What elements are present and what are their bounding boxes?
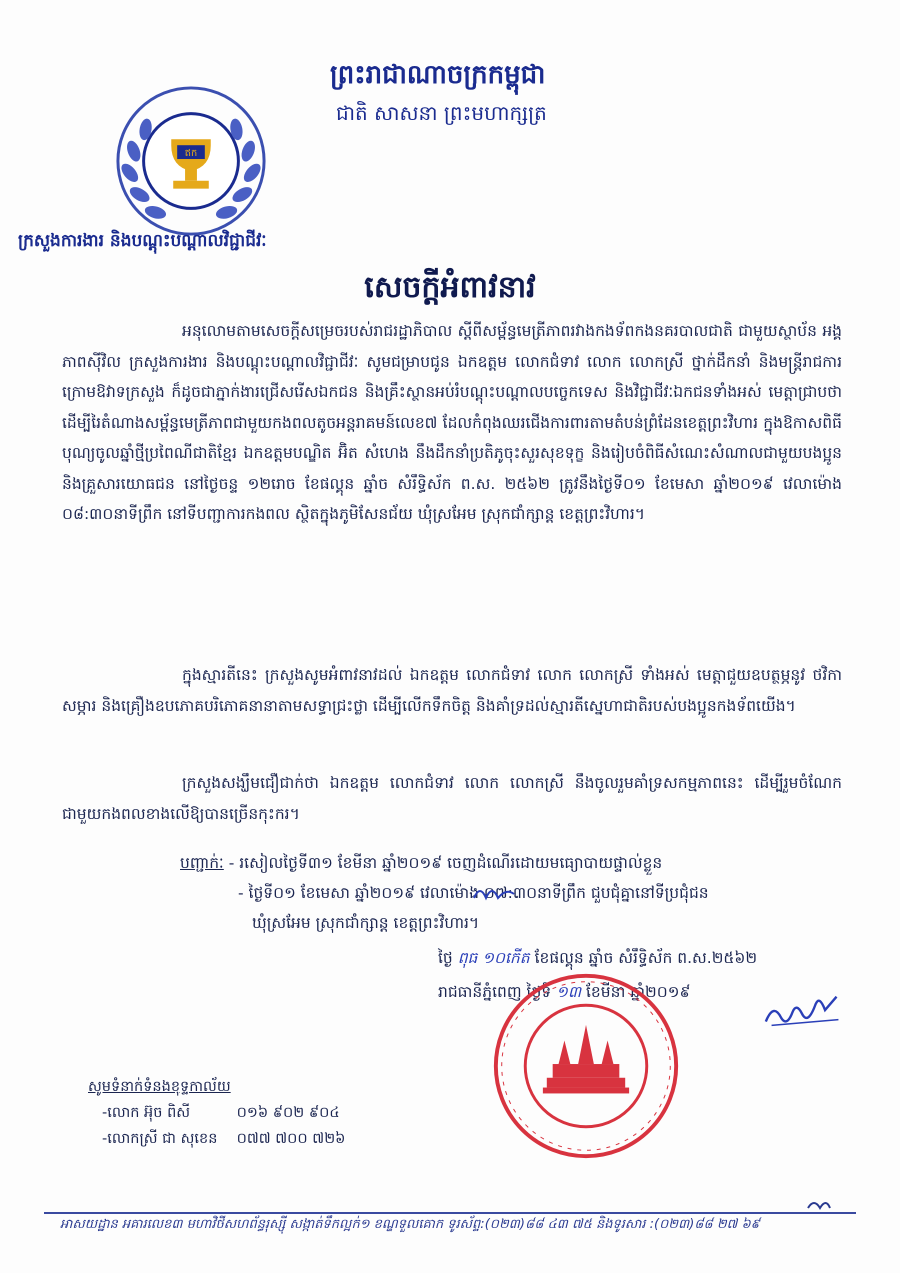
- contact-phone: ០១៦ ៩០២ ៩០៤: [236, 1105, 340, 1121]
- note-item-3: ឃុំស្រអែម ស្រុកជាំក្សាន្ត ខេត្តព្រះវិហារ។: [252, 914, 480, 932]
- paragraph-1: អនុលោមតាមសេចក្តីសម្រេចរបស់រាជរដ្ឋាភិបាល ស្តីពីសម្ព័ន្ធមេត្រីភាពរវាងកងទ័ពកងនគរបាលជាតិ ជាមួយស្ថាប័ន អង្គភាពស៊ីវិល ក្រសួងការងារ និងបណ្តុះបណ្តាលវិជ្ជាជីវៈ សូមជម្រាបជូន ឯកឧត្តម លោកជំទាវ លោក លោកស្រី ថ្នាក់ដឹកនាំ និងមន្ត្រីរាជការក្រោមឱវាទក្រសួង ក៏ដូចជាភ្នាក់ងារជ្រើសរើសឯកជន និងគ្រឹះស្ថានអប់រំបណ្តុះបណ្តាលបច្ចេកទេស និងវិជ្ជាជីវៈឯកជនទាំងអស់ មេត្តាជ្រាបថា ដើម្បីរៃតំណាងសម្ព័ន្ធមេត្រីភាពជាមួយកងពលតូចអន្តរាគមន៍លេខ៧ ដែលកំពុងឈរជើងការពារតាមតំបន់ព្រំដែនខេត្តព្រះវិហារ ក្នុងឱកាសពិធីបុណ្យចូលឆ្នាំថ្មីប្រពៃណីជាតិខ្មែរ ឯកឧត្តមបណ្ឌិត អ៊ិត សំហេង នឹងដឹកនាំប្រតិភូចុះសួរសុខទុក្ខ និងរៀបចំពិធីសំណេះសំណាលជាមួយបងប្អូន និងគ្រួសារយោធជន នៅថ្ងៃចន្ទ ១២រោច ខែផល្គុន ឆ្នាំច សំរឹទ្ធិស័ក ព.ស. ២៥៦២ ត្រូវនឹងថ្ងៃទី០១ ខែមេសា ឆ្នាំ២០១៩ វេលាម៉ោង ០៨:៣០នាទីព្រឹក នៅទីបញ្ជាការកងពល ស្ថិតក្នុងភូមិសែនជ័យ ឃុំស្រអែម ស្រុកជាំក្សាន្ត ខេត្តព្រះវិហារ។: [62, 322, 842, 523]
- angkor-wat-seal-icon: [488, 968, 684, 1164]
- lunar-date-prefix: ថ្ងៃ: [438, 949, 453, 967]
- note-label: បញ្ជាក់ៈ: [180, 854, 224, 872]
- note-line-3: [180, 908, 840, 938]
- note-item-1: - រសៀលថ្ងៃទី៣១ ខែមីនា ឆ្នាំ២០១៩ ចេញដំណើរដោយមធ្យោបាយផ្ទាល់ខ្លួន: [228, 854, 663, 872]
- contact-name: -លោកស្រី ជា សុខេន: [102, 1131, 218, 1147]
- lunar-date-handwritten: ពុធ ១០កើត: [457, 949, 530, 967]
- signature-icon: [762, 992, 848, 1032]
- lunar-date-suffix: ខែផល្គុន ឆ្នាំច សំរឹទ្ធិស័ក ព.ស.២៥៦២: [534, 949, 758, 967]
- emblem-center-text: ឥក: [184, 148, 198, 160]
- footer-ornament-icon: [806, 1198, 832, 1212]
- paragraph-2: ក្នុងស្មារតីនេះ ក្រសួងសូមអំពាវនាវដល់ ឯកឧត្តម លោកជំទាវ លោក លោកស្រី ទាំងអស់ មេត្តាជួយឧបត្ថម្ភនូវ ថវិកា សម្ភារ និងគ្រឿងឧបភោគបរិភោគនានាតាមសទ្ធាជ្រះថ្លា ដើម្បីលើកទឹកចិត្ត និងគាំទ្រដល់ស្មារតីស្នេហាជាតិរបស់បងប្អូនកងទ័ពយើង។: [62, 666, 842, 715]
- note-line-1: [180, 848, 840, 878]
- contact-row: [102, 1130, 345, 1151]
- contact-heading: សូមទំនាក់ទំនងខុទ្ទកាល័យ: [88, 1079, 231, 1095]
- initials-mark-icon: [470, 880, 530, 904]
- ministry-name: ក្រសួងការងារ និងបណ្តុះបណ្តាលវិជ្ជាជីវៈ: [18, 231, 267, 251]
- contact-name: -លោក អ៊ុច ពិសី: [102, 1105, 191, 1121]
- footer-divider: [44, 1212, 856, 1214]
- document-title: សេចក្តីអំពាវនាវ: [364, 270, 536, 305]
- paragraph-3: ក្រសួងសង្ឃឹមជឿជាក់ថា ឯកឧត្តម លោកជំទាវ លោក លោកស្រី នឹងចូលរួមគាំទ្រសកម្មភាពនេះ ដើម្បីរួមចំណែកជាមួយកងពលខាងលើឱ្យបានច្រើនកុះករ។: [62, 774, 842, 823]
- kingdom-heading: ព្រះរាជាណាចក្រកម្ពុជា: [330, 60, 546, 90]
- solar-date-suffix: ខែមីនា ឆ្នាំ២០១៩: [586, 983, 691, 1001]
- contact-phone: ០៧៧ ៧០០ ៧២៦: [236, 1131, 346, 1147]
- ministry-emblem-icon: [112, 82, 270, 240]
- footer-address: អាសយដ្ឋាន អគារលេខ៣ មហាវិថីសហព័ន្ធរុស្ស៊ី សង្កាត់ទឹកល្អក់១ ខណ្ឌទួលគោក ទូរស័ព្ទ:(០២៣)៨៨ ៤៣ ៧៥ និងទូរសារ :(០២៣)៨៨ ២៧ ៦៩: [60, 1217, 760, 1232]
- note-item-2: - ថ្ងៃទី០១ ខែមេសា ឆ្នាំ២០១៩ វេលាម៉ោង ០៧:៣០នាទីព្រឹក ជួបជុំគ្នានៅទីប្រជុំជន: [238, 884, 709, 902]
- contact-row: [102, 1104, 340, 1125]
- solar-date-handwritten: ១៣: [556, 983, 582, 1001]
- solar-date-prefix: រាជធានីភ្នំពេញ ថ្ងៃទី: [438, 983, 552, 1001]
- national-motto: ជាតិ សាសនា ព្រះមហាក្សត្រ: [336, 101, 547, 125]
